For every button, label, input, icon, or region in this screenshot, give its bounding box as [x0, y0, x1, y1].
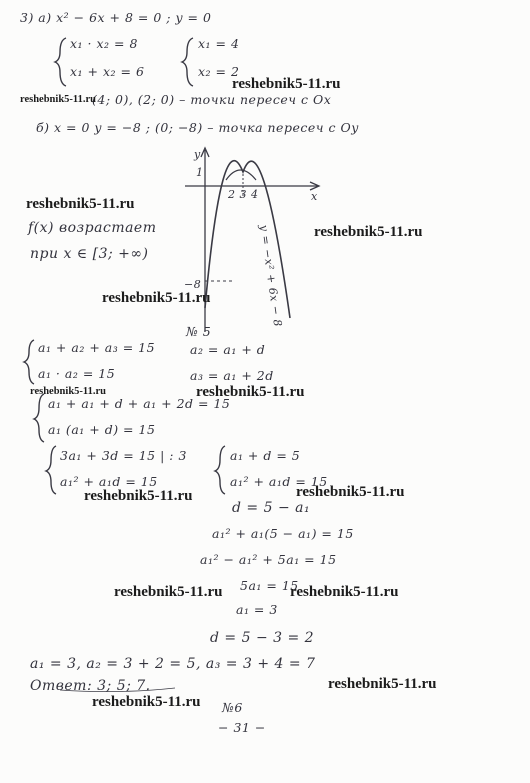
watermark: reshebnik5-11.ru: [290, 584, 399, 600]
tick-1: 1: [196, 166, 204, 179]
p5-sys-row2: a₁ · a₂ = 15: [38, 366, 116, 381]
p5-sys-row1: a₁ + a₂ + a₃ = 15: [38, 340, 156, 355]
p5-substitution-1: a₁² + a₁(5 − a₁) = 15: [212, 526, 354, 541]
watermark: reshebnik5-11.ru: [296, 484, 405, 500]
brace-p5-3: [46, 446, 56, 494]
tick-m8: −8: [184, 278, 202, 291]
p5-d-value: d = 5 − 3 = 2: [210, 630, 315, 646]
points-ox: (4; 0), (2; 0) – точки пересеч с Ох: [92, 92, 332, 107]
p5-reduced-row2: a₁² + a₁d = 15: [230, 474, 328, 489]
p5-simpl-row2: a₁² + a₁d = 15: [60, 474, 158, 489]
watermark: reshebnik5-11.ru: [20, 94, 96, 105]
system1-row1: x₁ · x₂ = 8: [70, 36, 138, 51]
p5-def-row1: a₂ = a₁ + d: [190, 342, 266, 357]
watermark: reshebnik5-11.ru: [232, 76, 341, 92]
watermark: reshebnik5-11.ru: [314, 224, 423, 240]
problem5-number: № 5: [186, 324, 212, 339]
p5-answer: Ответ: 3; 5; 7.: [30, 678, 151, 694]
watermark: reshebnik5-11.ru: [102, 290, 211, 306]
brace-p5-1: [24, 340, 34, 384]
p5-simpl-row1: 3a₁ + 3d = 15 | : 3: [60, 448, 187, 463]
p5-a1-value: a₁ = 3: [236, 602, 278, 617]
watermark: reshebnik5-11.ru: [84, 488, 193, 504]
p5-reduced-row1: a₁ + d = 5: [230, 448, 301, 463]
watermark: reshebnik5-11.ru: [328, 676, 437, 692]
system-brace-left: [55, 38, 66, 86]
graph-y-label: y: [194, 148, 201, 161]
p5-def-row2: a₃ = a₁ + 2d: [190, 368, 274, 383]
curve-label: y = −x² + 6x − 8: [257, 224, 285, 328]
p5-substitution-2: a₁² − a₁² + 5a₁ = 15: [200, 552, 337, 567]
system2-row1: x₁ = 4: [198, 36, 240, 51]
brace-p5-2: [34, 394, 44, 442]
p5-terms: a₁ = 3, a₂ = 3 + 2 = 5, a₃ = 3 + 4 = 7: [30, 656, 316, 672]
watermark: reshebnik5-11.ru: [26, 196, 135, 212]
graph-x-label: x: [311, 190, 318, 203]
system2-row2: x₂ = 2: [198, 64, 240, 79]
watermark: reshebnik5-11.ru: [114, 584, 223, 600]
part-b-line: б) x = 0 y = −8 ; (0; −8) – точка пересеч с Оу: [36, 120, 359, 135]
p5-expand-row2: a₁ (a₁ + d) = 15: [48, 422, 156, 437]
problem6-number: №6: [222, 700, 243, 715]
watermark: reshebnik5-11.ru: [92, 694, 201, 710]
increasing-text-2: при x ∈ [3; +∞): [30, 246, 149, 262]
parabola-vertex: [226, 170, 256, 180]
increasing-text-1: f(x) возрастает: [28, 220, 157, 236]
p5-substitution-3: 5a₁ = 15: [240, 578, 299, 593]
watermark: reshebnik5-11.ru: [30, 386, 106, 397]
page-number: − 31 −: [218, 720, 266, 735]
system1-row2: x₁ + x₂ = 6: [70, 64, 145, 79]
brace-p5-4: [215, 446, 225, 494]
p5-d-expression: d = 5 − a₁: [232, 500, 311, 516]
p5-expand-row1: a₁ + a₁ + d + a₁ + 2d = 15: [48, 396, 231, 411]
tick-x-values: 2 3 4: [228, 188, 259, 201]
problem3-header: 3) а) x² − 6x + 8 = 0 ; y = 0: [20, 10, 212, 25]
watermark: reshebnik5-11.ru: [196, 384, 305, 400]
system-brace-right: [182, 38, 193, 86]
